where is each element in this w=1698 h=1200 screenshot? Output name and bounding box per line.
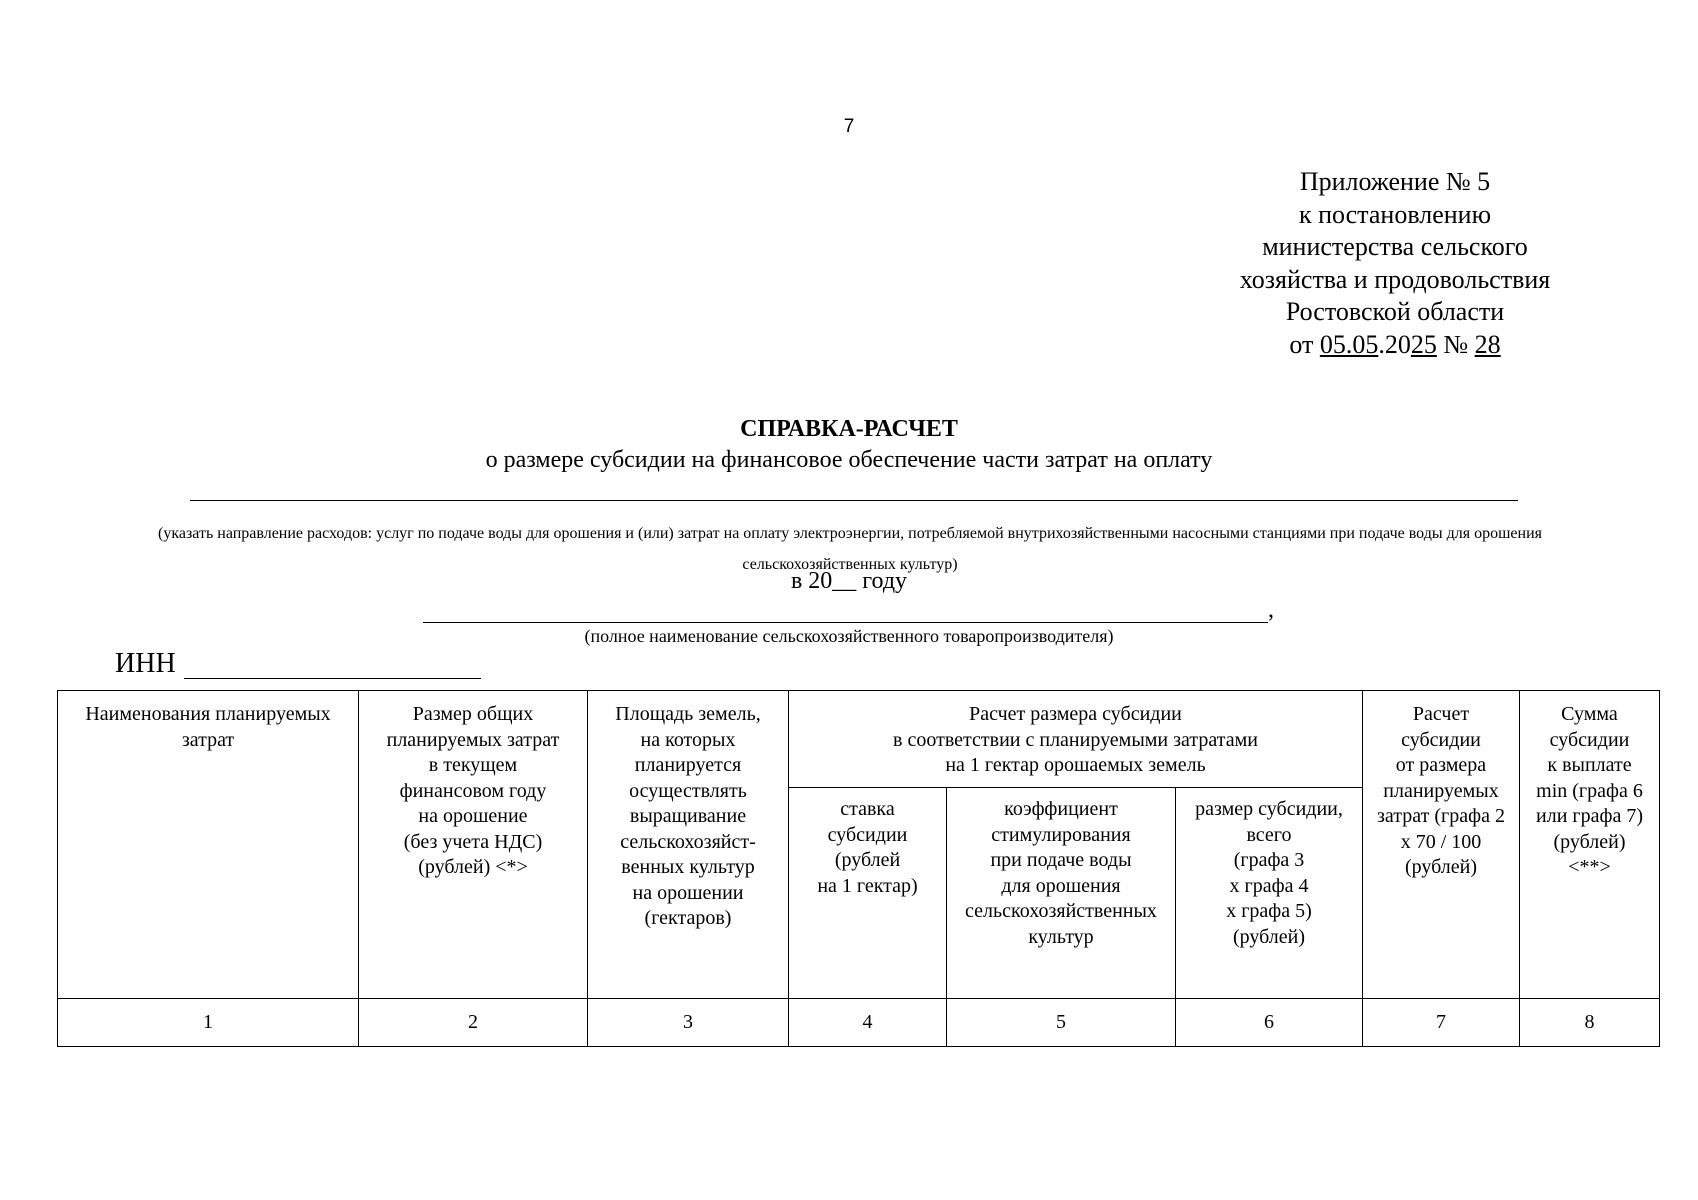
header-subsidy-per-hectare-group: Расчет размера субсидии в соответствии с планируемыми затратами на 1 гектар орошаемых земель: [789, 691, 1363, 788]
appendix-line: хозяйства и продовольствия: [1239, 264, 1551, 294]
column-number: 8: [1520, 999, 1660, 1047]
date-day-month: 05.05: [1319, 329, 1379, 359]
producer-name-note: (полное наименование сельскохозяйственного товаропроизводителя): [584, 626, 1114, 646]
date-year-plain: .20: [1378, 329, 1411, 359]
column-number: 1: [58, 999, 359, 1047]
column-number: 5: [947, 999, 1176, 1047]
column-number: 2: [359, 999, 588, 1047]
inn-fill-line: [184, 678, 481, 679]
header-cost-names: Наименования планируемых затрат: [58, 691, 359, 999]
year-line: в 20__ году: [790, 568, 908, 594]
document-subtitle: о размере субсидии на финансовое обеспечение части затрат на оплату: [485, 447, 1213, 473]
document-number: 28: [1474, 329, 1501, 359]
header-total-costs: Размер общих планируемых затрат в текущем финансовом году на орошение (без учета НДС) (рублей) <*>: [359, 691, 588, 999]
header-land-area: Площадь земель, на которых планируется осуществлять выращивание сельскохозяйст- венных культур на орошении (гектаров): [588, 691, 789, 999]
direction-note: (указать направление расходов: услуг по подаче воды для орошения и (или) затрат на оплату электроэнергии, потребляемой внутрихозяйственными насосными станциями при подаче воды для орошения сельскохозяйственных культур): [158, 525, 1542, 573]
subsidy-calculation-table: [57, 690, 1660, 1047]
table-column-numbers-row: [58, 999, 1660, 1047]
producer-name-comma: ,: [1268, 597, 1274, 623]
column-number: 4: [789, 999, 947, 1047]
header-subsidy-payable: Сумма субсидии к выплате min (графа 6 или графа 7) (рублей) <**>: [1520, 691, 1660, 999]
appendix-line: Приложение № 5: [1299, 167, 1491, 196]
document-title: СПРАВКА-РАСЧЕТ: [740, 416, 958, 442]
header-subsidy-total: размер субсидии, всего (графа 3 x графа 4 x графа 5) (рублей): [1176, 788, 1363, 999]
appendix-block: [1190, 166, 1600, 361]
inn-label: ИНН: [115, 648, 176, 679]
column-number: 7: [1363, 999, 1520, 1047]
appendix-date-line: [1190, 329, 1600, 362]
header-stimulation-coefficient: коэффициент стимулирования при подаче воды для орошения сельскохозяйственных культур: [947, 788, 1176, 999]
header-subsidy-from-costs: Расчет субсидии от размера планируемых затрат (графа 2 x 70 / 100 (рублей): [1363, 691, 1520, 999]
table-header-row: [58, 691, 1660, 788]
page-number: 7: [843, 116, 855, 137]
number-sign: №: [1436, 329, 1475, 359]
header-subsidy-rate: ставка субсидии (рублей на 1 гектар): [789, 788, 947, 999]
producer-name-fill-line: [423, 622, 1268, 623]
appendix-line: Ростовской области: [1285, 297, 1505, 326]
appendix-line: министерства сельского: [1262, 232, 1528, 261]
direction-fill-line: [190, 500, 1518, 501]
column-number: 3: [588, 999, 789, 1047]
date-prefix: от: [1289, 329, 1320, 359]
date-year-tail: 25: [1410, 329, 1437, 359]
appendix-line: к постановлению: [1298, 199, 1492, 229]
column-number: 6: [1176, 999, 1363, 1047]
